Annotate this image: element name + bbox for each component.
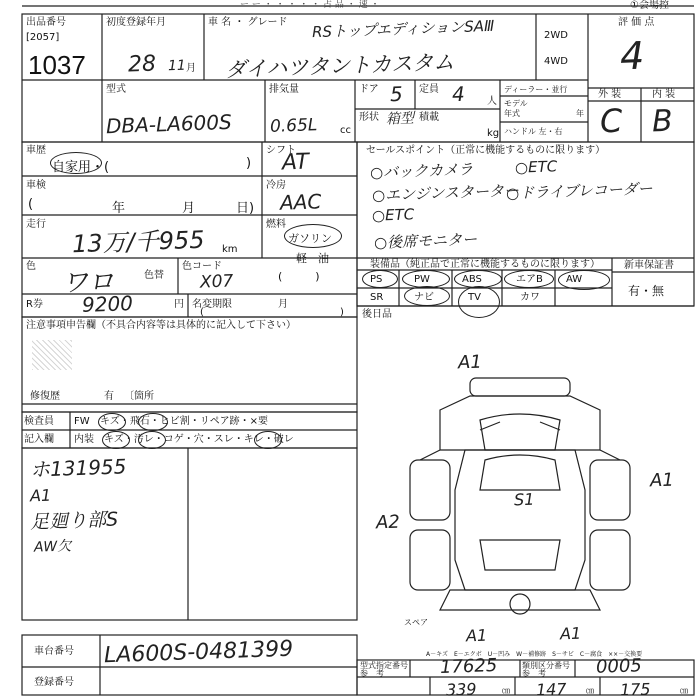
- mileage-unit: km: [222, 244, 238, 255]
- circle-scratch: [98, 413, 126, 431]
- loading-unit: kg: [487, 128, 500, 139]
- equip-pw: PW: [414, 274, 430, 285]
- vin-value: LA600S-0481399: [103, 636, 294, 669]
- fuel-label: 燃料: [266, 219, 286, 230]
- warranty-value: 有・無: [628, 284, 665, 298]
- rear-seat-label: 後日品: [362, 309, 392, 320]
- name-grade-label: 車 名 ・ グレード: [208, 17, 288, 28]
- mark-bottom-2: A1: [559, 623, 582, 644]
- inner-items: キズ・汚レ・コゲ・穴・スレ・キレ・破レ: [104, 434, 294, 445]
- dealer-label: ディーラー・並行: [504, 85, 568, 94]
- exterior-label: 外 装: [598, 89, 622, 100]
- drive-4wd: 4WD: [544, 56, 568, 67]
- inspector-note-2: A1: [29, 485, 52, 506]
- selling-point-1: ○バックカメラ: [369, 160, 474, 182]
- exterior-value: C: [599, 101, 624, 141]
- mark-bottom-1: A1: [465, 625, 488, 646]
- inspector-note-3: 足廻り部S: [29, 508, 119, 534]
- shift-label: シフト: [266, 145, 296, 156]
- dim-3-unit: ㎝: [680, 686, 688, 695]
- usage-circle: [50, 152, 102, 174]
- repair-label: 修復歴: [30, 391, 60, 402]
- circle-navi: [404, 286, 450, 306]
- fuel-diesel: 軽 油: [296, 252, 329, 265]
- model-no-label: 型式指定番号: [360, 661, 408, 670]
- selling-point-4: ○ドライブレコーダー: [505, 179, 653, 203]
- circle-ps: [362, 270, 398, 288]
- model-label: 型式: [106, 84, 126, 95]
- inspector-label: 検査員: [24, 416, 54, 427]
- inspection-month: 月: [182, 201, 196, 216]
- equip-ps: PS: [370, 274, 383, 285]
- dim-1-unit: ㎝: [502, 686, 510, 695]
- shape-value: 箱型: [385, 110, 415, 128]
- usage-label: 車歴: [26, 145, 46, 156]
- model-year-label2: 年式: [504, 109, 520, 118]
- color-value: ワロ: [61, 267, 115, 299]
- color-code: X07: [199, 271, 234, 293]
- circle-airbag: [504, 270, 554, 288]
- recycle-value: 9200: [81, 291, 134, 317]
- selling-point-5: ○ETC: [371, 205, 415, 225]
- model-year-unit: 年: [576, 109, 584, 118]
- inspector-note-4: AW欠: [33, 538, 72, 556]
- notes-label: 注意事項申告欄（不具合内容等は具体的に記入して下さい）: [26, 320, 296, 331]
- selling-points-label: セールスポイント（正常に機能するものに限ります）: [366, 145, 606, 156]
- capacity-unit: 人: [487, 96, 497, 107]
- inspector-items: キズ・飛石・ヒビ割・リペア跡・×要: [100, 416, 268, 427]
- doors-value: 5: [389, 81, 404, 107]
- class-no: 0005: [595, 655, 643, 678]
- displacement-value: 0.65L: [269, 115, 318, 137]
- fuel-circle: [284, 224, 342, 248]
- circle-chip: [138, 413, 168, 431]
- damage-legend: A－キズ E－エクボ U－凹み W－補修跡 S－サビ C－腐食 ××－交換要: [426, 651, 643, 658]
- interior-value: B: [651, 103, 674, 140]
- interior-label: 内 装: [652, 89, 676, 100]
- loading-label: 積載: [419, 112, 439, 123]
- equip-sr: SR: [370, 292, 384, 303]
- inspection-label: 車検: [26, 180, 46, 191]
- circle-aw: [558, 270, 610, 290]
- shift-value: AT: [281, 149, 310, 176]
- header-title: ー ー ・ ・ ・ ・ ・ 占 品 ・ 速 ・: [240, 0, 380, 10]
- selling-point-6: ○後席モニター: [373, 230, 478, 252]
- mileage-value: 13万/千955: [71, 225, 205, 259]
- remarks-label: 記入欄: [24, 434, 54, 445]
- first-reg-year: 28: [127, 51, 157, 78]
- model-no-label-2: 参 考: [360, 669, 384, 678]
- selling-point-3: ○エンジンスターター: [371, 181, 520, 205]
- capacity-value: 4: [451, 81, 466, 107]
- doors-label: ドア: [359, 84, 379, 95]
- inspection-open: (: [28, 197, 34, 212]
- model-no: 17625: [439, 655, 498, 678]
- title-deadline-month: 月: [278, 299, 288, 310]
- fuel-paren: ( ): [278, 270, 320, 283]
- equip-airbag: エアB: [516, 274, 543, 285]
- mark-left: A2: [375, 511, 401, 534]
- equip-leather: カワ: [520, 292, 540, 303]
- title-deadline-open: (: [200, 307, 204, 318]
- displacement-label: 排気量: [269, 84, 299, 95]
- drive-2wd: 2WD: [544, 30, 568, 41]
- circle-inner-dirt: [138, 431, 166, 449]
- equip-aw: AW: [566, 274, 583, 285]
- color-label: 色: [26, 261, 36, 272]
- inspector-note-1: ホ131955: [29, 454, 127, 482]
- circle-inner-scratch: [102, 431, 130, 449]
- title-deadline-label: 名変期限: [192, 299, 232, 310]
- title-deadline-close: ): [340, 307, 344, 318]
- usage-close: ): [246, 156, 252, 171]
- dim-2-unit: ㎝: [586, 686, 594, 695]
- dim-3: 175: [619, 679, 651, 700]
- inspection-day: 日): [236, 201, 255, 216]
- registration-label: 登録番号: [34, 677, 74, 688]
- mark-top-left: A1: [457, 351, 483, 374]
- aircon-value: AAC: [279, 189, 322, 215]
- circle-inner-wear: [254, 431, 282, 449]
- new-warranty-label: 新車保証書: [624, 260, 674, 271]
- lot-code: [2057]: [26, 32, 60, 43]
- lot-label: 出品番号: [26, 17, 66, 28]
- class-label-2: 参 考: [522, 669, 546, 678]
- color-change-label: 色替: [144, 270, 164, 281]
- repair-value: 有: [104, 391, 114, 402]
- dim-1: 339: [445, 679, 477, 700]
- model-value: DBA-LA600S: [105, 109, 233, 139]
- lot-number: 1037: [28, 50, 86, 80]
- score-label: 評 価 点: [618, 17, 655, 28]
- recycle-unit: 円: [174, 299, 184, 310]
- equipment-label: 装備品（純正品で正常に機能するものに限ります）: [370, 259, 600, 270]
- displacement-unit: cc: [340, 125, 351, 136]
- circle-tv: [458, 286, 500, 318]
- name-handwritten: ダイハツタントカスタム: [224, 50, 455, 82]
- first-reg-label: 初度登録年月: [106, 17, 166, 28]
- score-value: 4: [619, 33, 645, 79]
- grade-handwritten: RSトップエディションSAⅢ: [311, 16, 495, 42]
- aircon-label: 冷房: [266, 180, 286, 191]
- inner-label: 内装: [74, 434, 94, 445]
- equip-navi: ナビ: [414, 292, 434, 303]
- first-reg-month: 11: [167, 57, 187, 75]
- fuel-gas: ガソリン: [288, 232, 332, 245]
- equip-tv: TV: [468, 292, 481, 303]
- vin-label: 車台番号: [34, 646, 74, 657]
- shape-label: 形状: [359, 112, 379, 123]
- usage-value: 自家用・(: [52, 160, 110, 175]
- spare-label: スペア: [404, 618, 428, 627]
- first-reg-month-unit: 月: [186, 63, 196, 74]
- mileage-label: 走行: [26, 219, 46, 230]
- selling-point-2: ○ETC: [514, 157, 558, 177]
- mark-right: A1: [649, 469, 675, 492]
- color-code-label: 色コード: [182, 261, 222, 272]
- venue-label: ①会場控: [630, 0, 669, 11]
- inspection-year: 年: [112, 201, 126, 216]
- equip-abs: ABS: [462, 274, 482, 285]
- handle-label: ハンドル 左・右: [504, 127, 563, 136]
- mark-center: S1: [513, 489, 535, 510]
- dim-2: 147: [535, 679, 567, 700]
- capacity-label: 定員: [419, 84, 439, 95]
- recycle-label: R券: [26, 299, 43, 310]
- inspector-prefix: FW: [74, 416, 90, 427]
- class-label: 類別区分番号: [522, 661, 570, 670]
- repair-spot: 〔箇所: [124, 391, 154, 402]
- model-year-label1: モデル: [504, 99, 528, 108]
- notes-smudge: [32, 340, 72, 370]
